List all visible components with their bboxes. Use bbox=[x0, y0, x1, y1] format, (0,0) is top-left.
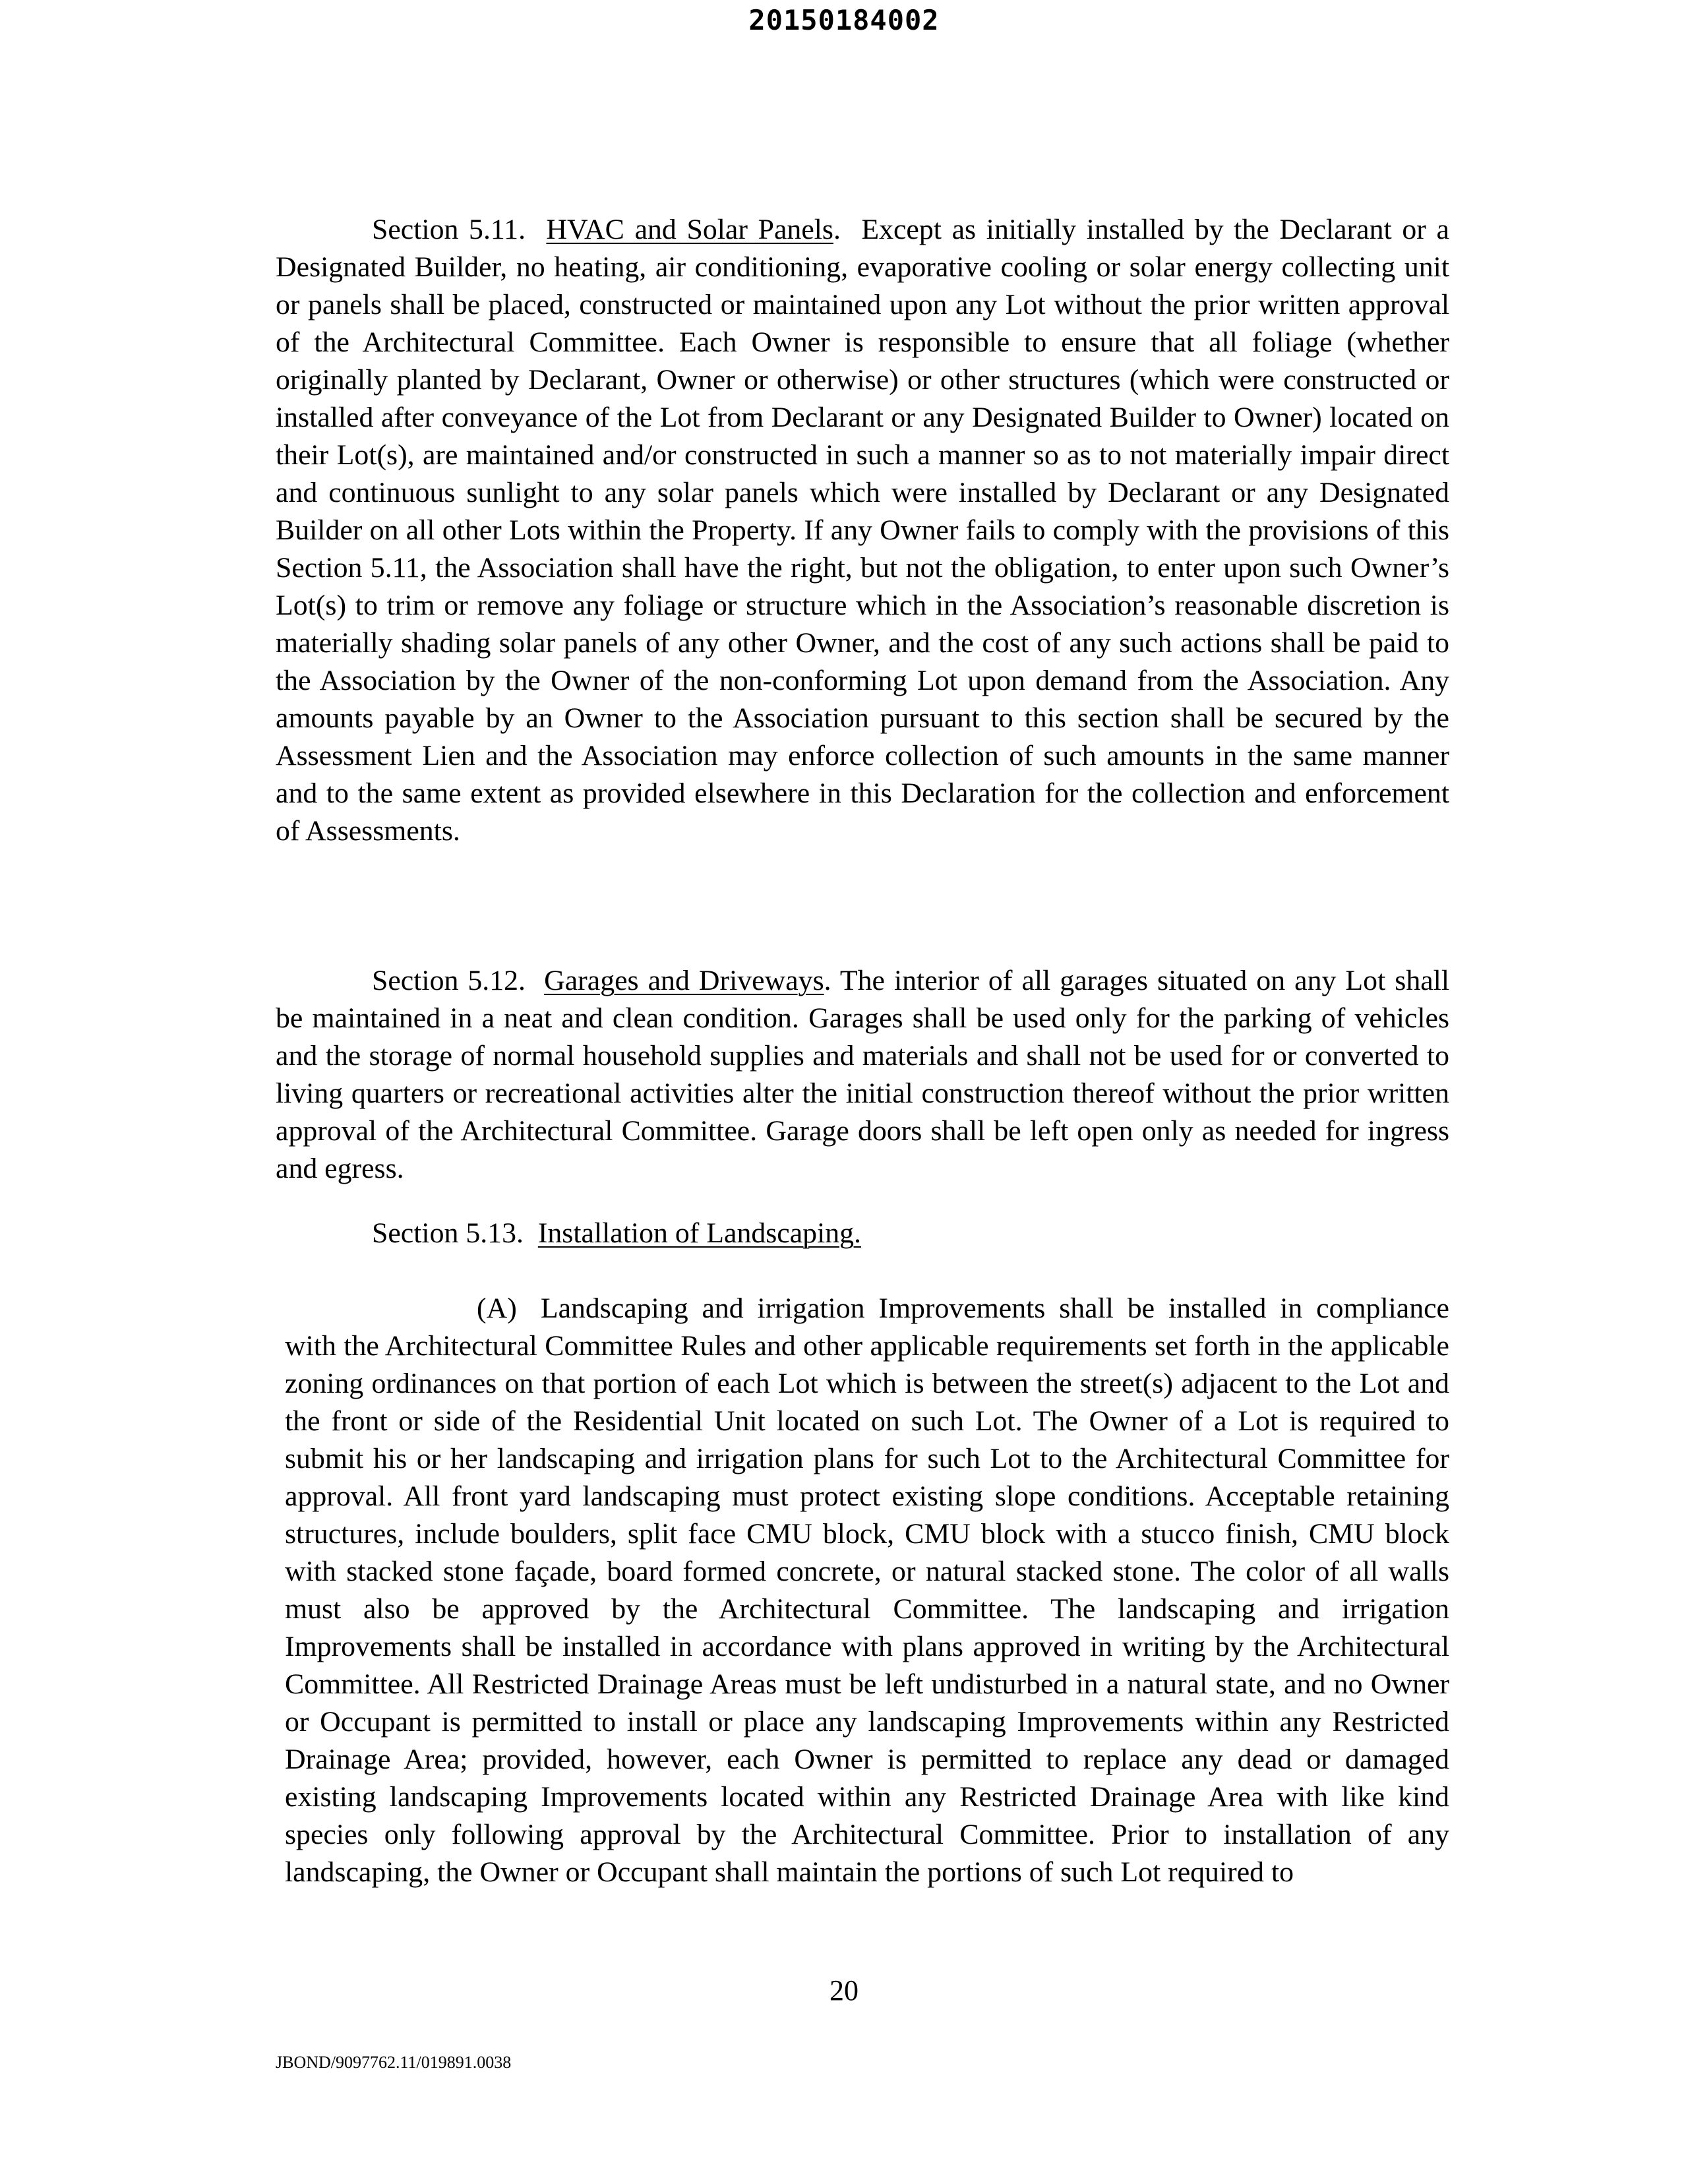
section-number: Section 5.13. bbox=[372, 1217, 524, 1249]
section-title: Garages and Driveways bbox=[544, 965, 824, 996]
section-paragraph bbox=[276, 211, 1449, 850]
subsection-5-13-a bbox=[285, 1290, 1449, 1891]
document-number: 20150184002 bbox=[748, 4, 940, 36]
section-paragraph bbox=[276, 962, 1449, 1188]
section-5-11 bbox=[276, 211, 1449, 850]
footer-reference: JBOND/9097762.11/019891.0038 bbox=[276, 2053, 512, 2072]
section-5-12 bbox=[276, 962, 1449, 1188]
page-number: 20 bbox=[829, 1974, 859, 2007]
section-title-punct: . bbox=[833, 214, 841, 245]
section-title-punct: . bbox=[824, 965, 831, 996]
section-number: Section 5.11. bbox=[372, 214, 526, 245]
section-title: Installation of Landscaping. bbox=[537, 1217, 861, 1249]
subsection-paragraph bbox=[285, 1290, 1449, 1891]
section-5-13-heading bbox=[276, 1215, 1449, 1252]
section-number: Section 5.12. bbox=[372, 965, 526, 996]
section-text: Except as initially installed by the Declarant or a Designated Builder, no heating, air conditioning, evaporative cooling or solar energy collecting unit or panels shall be placed, constructed or maintained upon any Lot without the prior written approval of the Architectural Committee. Each Owner is responsible to ensure that all foliage (whether originally planted by Declarant, Owner or otherwise) or other structures (which were constructed or installed after conveyance of the Lot from Declarant or any Designated Builder to Owner) located on their Lot(s), are maintained and/or constructed in such a manner so as to not materially impair direct and continuous sunlight to any solar panels which were installed by Declarant or any Designated Builder on all other Lots within the Property. If any Owner fails to comply with the provisions of this Section 5.11, the Association shall have the right, but not the obligation, to enter upon such Owner’s Lot(s) to trim or remove any foliage or structure which in the Association’s reasonable discretion is materially shading solar panels of any other Owner, and the cost of any such actions shall be paid to the Association by the Owner of the non-conforming Lot upon demand from the Association. Any amounts payable by an Owner to the Association pursuant to this section shall be secured by the Assessment Lien and the Association may enforce collection of such amounts in the same manner and to the same extent as provided elsewhere in this Declaration for the collection and enforcement of Assessments. bbox=[276, 214, 1449, 847]
section-title: HVAC and Solar Panels bbox=[546, 214, 833, 245]
subsection-label: (A) bbox=[477, 1292, 517, 1324]
section-paragraph bbox=[276, 1215, 1449, 1252]
subsection-text: Landscaping and irrigation Improvements shall be installed in compliance with the Architectural Committee Rules and other applicable requirements set forth in the applicable zoning ordinances on that portion of each Lot which is between the street(s) adjacent to the Lot and the front or side of the Residential Unit located on such Lot. The Owner of a Lot is required to submit his or her landscaping and irrigation plans for such Lot to the Architectural Committee for approval. All front yard landscaping must protect existing slope conditions. Acceptable retaining structures, include boulders, split face CMU block, CMU block with a stucco finish, CMU block with stacked stone façade, board formed concrete, or natural stacked stone. The color of all walls must also be approved by the Architectural Committee. The landscaping and irrigation Improvements shall be installed in accordance with plans approved in writing by the Architectural Committee. All Restricted Drainage Areas must be left undisturbed in a natural state, and no Owner or Occupant is permitted to install or place any landscaping Improvements within any Restricted Drainage Area; provided, however, each Owner is permitted to replace any dead or damaged existing landscaping Improvements located within any Restricted Drainage Area with like kind species only following approval by the Architectural Committee. Prior to installation of any landscaping, the Owner or Occupant shall maintain the portions of such Lot required to bbox=[285, 1292, 1449, 1888]
section-text: The interior of all garages situated on any Lot shall be maintained in a neat and clean condition. Garages shall be used only for the parking of vehicles and the storage of normal household supplies and materials and shall not be used for or converted to living quarters or recreational activities alter the initial construction thereof without the prior written approval of the Architectural Committee. Garage doors shall be left open only as needed for ingress and egress. bbox=[276, 965, 1449, 1184]
